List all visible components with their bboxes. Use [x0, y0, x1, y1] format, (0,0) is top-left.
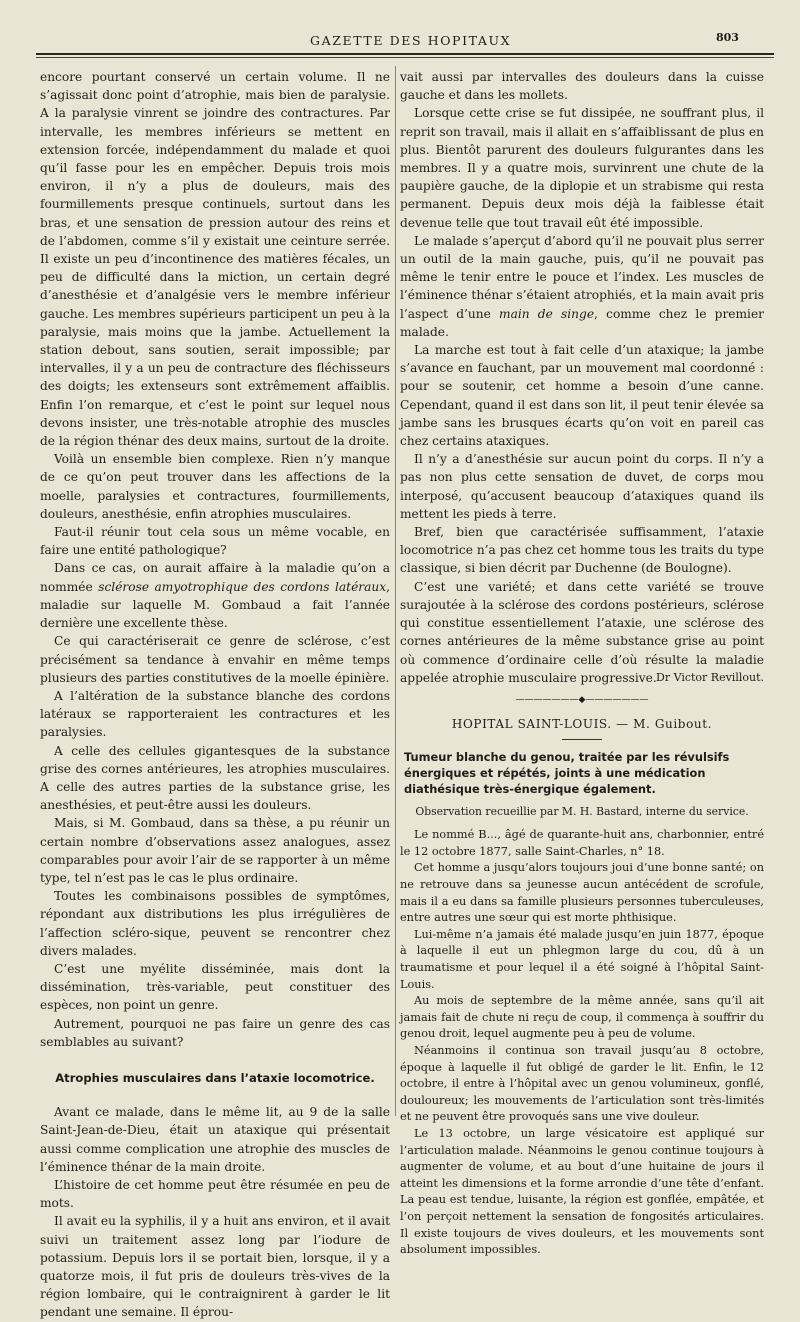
- paragraph: C’est une myélite disséminée, mais dont la dissémination, très-variable, peut constituer des espèces, non point un genre.: [40, 961, 390, 1013]
- paragraph: Toutes les combinaisons possibles de symptômes, répondant aux distributions les plus irrégulières de l’affection scléro-sique, peuvent se rencontrer chez divers malades.: [40, 889, 390, 958]
- observation-note: Observation recueillie par M. H. Bastard, interne du service.: [415, 805, 749, 819]
- paragraph: La marche est tout à fait celle d’un ataxique; la jambe s’avance en fauchant, par un mouvement mal coordonné : pour se soutenir, cet homme a besoin d’une canne. Cependant, quand il est dans son lit, il peut tenir élevée sa jambe sans les brusques écarts qu’on voit en pareil cas chez certains ataxiques.: [400, 343, 765, 449]
- paragraph: Bref, bien que caractérisée suffisamment, l’ataxie locomotrice n’a pas chez cet homme tous les traits du type classique, si bien décrit par Duchenne (de Boulogne).: [400, 525, 764, 576]
- paragraph: Le nommé B..., âgé de quarante-huit ans, charbonnier, entré le 12 octobre 1877, salle Saint-Charles, n° 18.: [400, 828, 764, 858]
- case-report: [400, 827, 764, 1258]
- text-span: Dans ce cas, on aurait affaire à la maladie qu’on a nommée: [40, 561, 390, 594]
- paragraph: A l’altération de la substance blanche des cordons latéraux se rapporteraient les contractures et les paralysies.: [40, 688, 390, 740]
- italic-term: main de singe: [499, 306, 595, 321]
- left-column: [40, 68, 390, 1322]
- paragraph: Faut-il réunir tout cela sous un même vocable, en faire une entité pathologique?: [40, 525, 390, 558]
- hospital-heading: HOPITAL SAINT-LOUIS. — M. Guibout.: [451, 717, 713, 732]
- paragraph: Autrement, pourquoi ne pas faire un genre des cas semblables au suivant?: [40, 1016, 390, 1049]
- column-divider: [395, 66, 396, 1116]
- paragraph-charcot: [40, 559, 390, 632]
- paragraph: vait aussi par intervalles des douleurs dans la cuisse gauche et dans les mollets.: [400, 70, 764, 103]
- paragraph: Avant ce malade, dans le même lit, au 9 de la salle Saint-Jean-de-Dieu, était un ataxique qui présentait aussi comme complication une atrophie des muscles de l’éminence thénar de la main droite.: [40, 1105, 390, 1174]
- paragraph-main-de-singe: [400, 232, 764, 341]
- paragraph: encore pourtant conservé un certain volume. Il ne s’agissait donc point d’atrophie, mais bien de paralysie. A la paralysie vinrent se joindre des contractures. Par intervalle, les membres inférieurs se mettent en extension forcée, indépendamment du malade et quoi qu’il fasse pour les en empêcher. Depuis trois mois environ, il n’y a plus de douleurs, mais des fourmillements presque continuels, surtout dans les bras, et une sensation de pression autour des reins et de l’abdomen, comme s’il y existait une ceinture serrée. Il existe un peu d’incontinence des matières fécales, un peu de difficulté dans la miction, un certain degré d’anesthésie et d’analgésie vers le membre inférieur gauche. Les membres supérieurs participent un peu à la paralysie, mais moins que la jambe. Actuellement la station debout, sans soutien, serait impossible; par intervalles, il y a un peu de contracture des fléchisseurs des doigts; les extenseurs sont extrêmement affaiblis. Enfin l’on remarque, et c’est le point sur lequel nous devons insister, une très-notable atrophie des muscles de la région thénar des deux mains, surtout de la droite.: [40, 70, 390, 449]
- paragraph: C’est une variété; et dans cette variété se trouve surajoutée à la sclérose des cordons postérieurs, sclérose qui constitue essentiellement l’ataxie, une sclérose des cornes antérieures de la même substance grise au point où commence d’ordinaire celle d’où résulte la maladie appelée atrophie musculaire progressive.: [400, 579, 764, 685]
- text-span: , maladie sur laquelle M. Gombaud a fait l’année dernière une excellente thèse.: [40, 579, 390, 631]
- running-title: GAZETTE DES HOPITAUX: [310, 33, 512, 48]
- paragraph: Voilà un ensemble bien complexe. Rien n’y manque de ce qu’on peut trouver dans les affections de la moelle, paralysies et contractures, fourmillements, douleurs, anesthésie, enfin atrophies musculaires.: [40, 452, 390, 521]
- paragraph: Ce qui caractériserait ce genre de sclérose, c’est précisément sa tendance à envahir en même temps plusieurs des parties constitutives de la moelle épinière.: [40, 634, 390, 685]
- paragraph: Il avait eu la syphilis, il y a huit ans environ, et il avait suivi un traitement assez long par l’iodure de potassium. Depuis lors il se portait bien, lorsque, il y a quatorze mois, il fut pris de douleurs très-vives de la région lombaire, qui le contraignirent à garder le lit pendant une semaine. Il éprou-: [40, 1214, 390, 1320]
- paragraph: Au mois de septembre de la même année, sans qu’il ait jamais fait de chute ni reçu de coup, il commença à souffrir du genou droit, lequel augmente peu à peu de volume.: [400, 994, 764, 1041]
- header-rule-thick: [36, 53, 774, 55]
- case-title: Tumeur blanche du genou, traitée par les révulsifs énergiques et répétés, joints à une médication diathésique très-énergique également.: [404, 750, 730, 796]
- italic-term: sclérose amyotrophique des cordons latéraux: [98, 579, 387, 594]
- short-rule: [562, 739, 602, 740]
- text-span: Le malade s’aperçut d’abord qu’il ne pouvait plus serrer un outil de la main gauche, puis, qu’il ne pouvait pas même le tenir entre le pouce et l’index. Les muscles de l’éminence thénar s’étaient atrophiés, et la main avait pris l’aspect d’une: [400, 233, 764, 321]
- paragraph: Lorsque cette crise se fut dissipée, ne souffrant plus, il reprit son travail, mais il allait en s’affaiblissant de plus en plus. Bientôt parurent des douleurs fulgurantes dans les membres. Il y a quatre mois, survinrent une chute de la paupière gauche, de la diplopie et un strabisme qui resta permanent. Depuis deux mois déjà la faiblesse était devenue telle que tout travail eût été impossible.: [400, 106, 764, 230]
- text-span: , comme chez le premier malade.: [400, 306, 764, 339]
- paragraph: Cet homme a jusqu’alors toujours joui d’une bonne santé; on ne retrouve dans sa jeunesse aucun antécédent de scrofule, mais il a eu dans sa famille plusieurs personnes tuberculeuses, entre autres une sœur qui est morte phthisique.: [400, 861, 764, 925]
- header-rule-thin: [36, 57, 774, 58]
- right-column: [400, 68, 764, 1259]
- paragraph: Le 13 octobre, un large vésicatoire est appliqué sur l’articulation malade. Néanmoins le genou continue toujours à augmenter de volume, et au bout d’une huitaine de jours il atteint les dimensions et la forme arrondie d’une tête d’enfant. La peau est tendue, luisante, la région est gonflée, empâtée, et l’on perçoit nettement la sensation de fongosités articulaires. Il existe toujours de vives douleurs, et les mouvements sont absolument impossibles.: [400, 1126, 764, 1257]
- paragraph: Il n’y a d’anesthésie sur aucun point du corps. Il n’y a pas non plus cette sensation de duvet, de corps mou interposé, qu’accusent beaucoup d’ataxiques quand ils mettent les pieds à terre.: [400, 452, 764, 521]
- paragraph: Mais, si M. Gombaud, dans sa thèse, a pu réunir un certain nombre d’observations assez analogues, assez comparables pour avoir l’air de se rapporter à un même type, tel n’est pas le cas le plus ordinaire.: [40, 816, 390, 885]
- paragraph: Néanmoins il continua son travail jusqu’au 8 octobre, époque à laquelle il fut obligé de garder le lit. Enfin, le 12 octobre, il entre à l’hôpital avec un genou volumineux, gonflé, douloureux; les mouvements de l’articulation sont très-limités et ne peuvent être provoqués sans une vive douleur.: [400, 1044, 764, 1124]
- paragraph: L’histoire de cet homme peut être résumée en peu de mots.: [40, 1177, 390, 1211]
- section-subheading: Atrophies musculaires dans l’ataxie locomotrice.: [55, 1070, 375, 1085]
- author-signature: Dr Victor Revillout.: [656, 670, 764, 684]
- section-divider-ornament: ———————◆———————: [515, 695, 649, 706]
- paragraph: Lui-même n’a jamais été malade jusqu’en juin 1877, époque à laquelle il eut un phlegmon large du cou, dû à un traumatisme et pour lequel il a été soigné à l’hôpital Saint-Louis.: [400, 927, 764, 991]
- page-number: 803: [716, 31, 739, 44]
- paragraph: A celle des cellules gigantesques de la substance grise des cornes antérieures, les atrophies musculaires. A celle des autres parties de la substance grise, les anesthésies, et peut-être aussi les douleurs.: [40, 743, 390, 813]
